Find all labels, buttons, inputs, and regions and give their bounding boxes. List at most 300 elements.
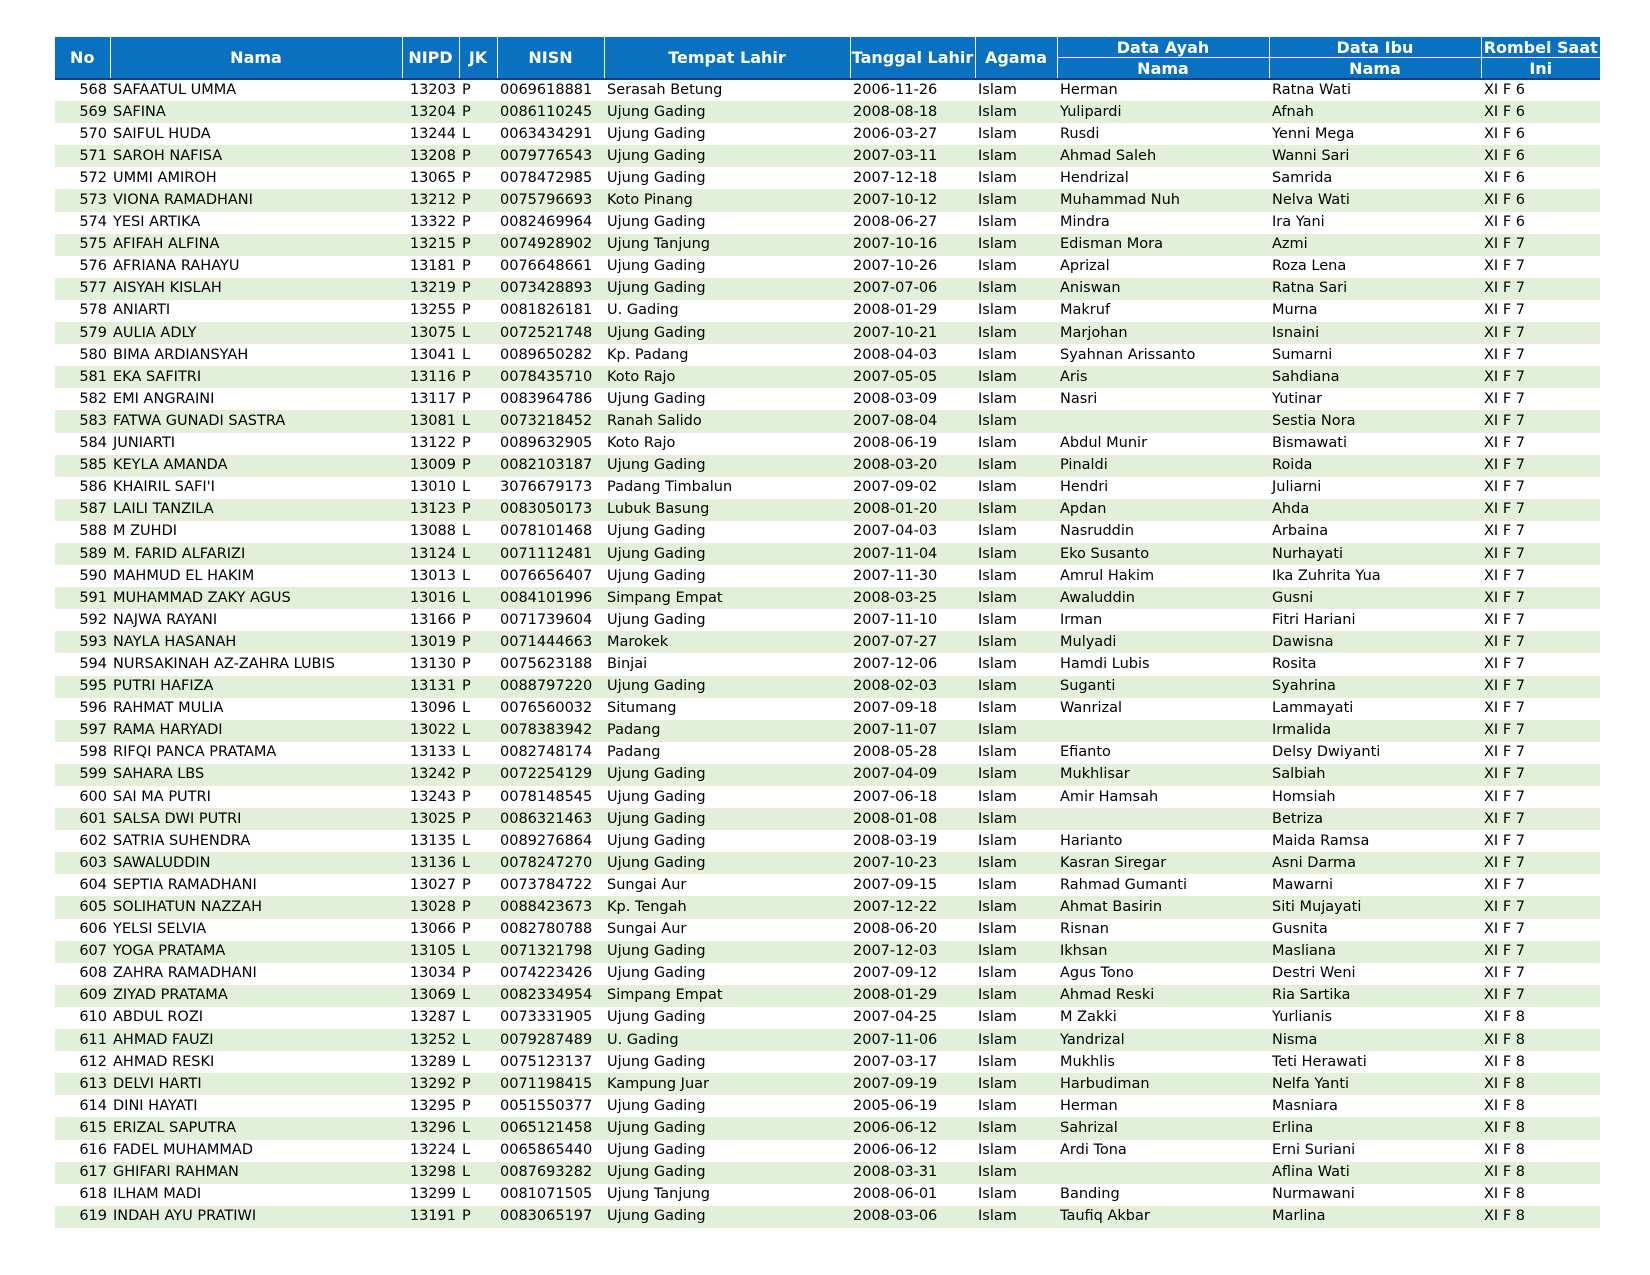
cell-nama-ibu: Erlina xyxy=(1269,1117,1481,1139)
cell-tanggal-lahir: 2008-05-28 xyxy=(853,744,938,761)
cell-no: 594 xyxy=(79,655,107,672)
cell-agama: Islam xyxy=(975,764,1057,786)
cell-nama: AISYAH KISLAH xyxy=(110,278,402,300)
cell-tempat-lahir: Lubuk Basung xyxy=(604,499,850,521)
table-row xyxy=(55,477,1600,499)
cell-rombel: XI F 7 xyxy=(1481,410,1600,432)
table-row xyxy=(55,1140,1600,1162)
cell-nipd: 13295 xyxy=(409,1097,456,1114)
cell-nisn: 0078435710 xyxy=(497,366,604,388)
cell-no: 602 xyxy=(79,832,107,849)
cell-agama: Islam xyxy=(975,322,1057,344)
table-row xyxy=(55,388,1600,410)
cell-no: 614 xyxy=(79,1097,107,1114)
cell-nama-ayah: Efianto xyxy=(1060,744,1111,761)
cell-rombel: XI F 7 xyxy=(1484,655,1525,672)
cell-no: 581 xyxy=(55,366,110,388)
cell-rombel: XI F 7 xyxy=(1481,896,1600,918)
cell-agama: Islam xyxy=(978,1053,1017,1070)
table-row xyxy=(55,852,1600,874)
cell-nipd: 13204 xyxy=(402,101,459,123)
cell-tempat-lahir: Padang xyxy=(607,744,661,761)
cell-nipd: 13088 xyxy=(409,523,456,540)
cell-nipd: 13219 xyxy=(402,278,459,300)
table-row xyxy=(55,587,1600,609)
cell-nama-ibu: Gusni xyxy=(1269,587,1481,609)
header-agama: Agama xyxy=(975,37,1057,79)
cell-nisn: 0089650282 xyxy=(500,346,593,363)
cell-nama-ayah: Aprizal xyxy=(1060,258,1110,275)
cell-nisn: 0076560032 xyxy=(500,700,593,717)
cell-rombel: XI F 8 xyxy=(1481,1117,1600,1139)
cell-agama: Islam xyxy=(975,676,1057,698)
cell-tempat-lahir: Ujung Gading xyxy=(607,611,706,628)
table-row xyxy=(55,123,1600,145)
table-row xyxy=(55,742,1600,764)
cell-agama: Islam xyxy=(975,145,1057,167)
cell-nama-ayah: Agus Tono xyxy=(1060,965,1134,982)
cell-nama-ayah: Nasruddin xyxy=(1060,523,1135,540)
cell-rombel: XI F 8 xyxy=(1484,1186,1525,1203)
cell-nama: UMMI AMIROH xyxy=(113,169,217,186)
cell-jk: P xyxy=(462,82,471,99)
cell-nama: ERIZAL SAPUTRA xyxy=(110,1117,402,1139)
cell-nama-ayah: Awaluddin xyxy=(1057,587,1269,609)
cell-agama: Islam xyxy=(978,1097,1017,1114)
table-row xyxy=(55,1162,1600,1184)
cell-nipd: 13105 xyxy=(402,941,459,963)
cell-nama-ayah: Amir Hamsah xyxy=(1060,788,1159,805)
cell-tempat-lahir: Ujung Gading xyxy=(607,1097,706,1114)
cell-no: 590 xyxy=(79,567,107,584)
table-row xyxy=(55,1095,1600,1117)
cell-jk: L xyxy=(462,125,471,142)
cell-nama-ayah: Ikhsan xyxy=(1057,941,1269,963)
cell-nipd: 13075 xyxy=(402,322,459,344)
cell-agama: Islam xyxy=(978,169,1017,186)
cell-nama-ibu: Ratna Sari xyxy=(1269,278,1481,300)
table-row xyxy=(55,764,1600,786)
cell-no: 613 xyxy=(55,1073,110,1095)
cell-rombel: XI F 7 xyxy=(1481,455,1600,477)
cell-nama-ibu: Azmi xyxy=(1269,234,1481,256)
cell-no: 574 xyxy=(79,214,107,231)
cell-nama-ayah: Ahmad Saleh xyxy=(1057,145,1269,167)
cell-tanggal-lahir: 2008-06-19 xyxy=(853,435,938,452)
cell-nisn: 0073784722 xyxy=(500,876,593,893)
table-row xyxy=(55,609,1600,631)
cell-agama: Islam xyxy=(975,1073,1057,1095)
header-tanggal-lahir: Tanggal Lahir xyxy=(850,37,975,79)
cell-nama-ayah: Banding xyxy=(1060,1186,1120,1203)
cell-agama: Islam xyxy=(975,896,1057,918)
cell-jk: P xyxy=(459,1206,497,1228)
table-row xyxy=(55,410,1600,432)
cell-nama: MAHMUD EL HAKIM xyxy=(113,567,255,584)
cell-no: 601 xyxy=(55,808,110,830)
cell-nipd: 13255 xyxy=(409,302,456,319)
cell-nama: SATRIA SUHENDRA xyxy=(113,832,251,849)
cell-agama: Islam xyxy=(978,655,1017,672)
cell-no: 577 xyxy=(55,278,110,300)
cell-tanggal-lahir: 2007-10-23 xyxy=(850,852,975,874)
table-row xyxy=(55,455,1600,477)
cell-nama: AHMAD FAUZI xyxy=(110,1029,402,1051)
cell-nama: RAHMAT MULIA xyxy=(113,700,224,717)
table-row xyxy=(55,278,1600,300)
cell-rombel: XI F 7 xyxy=(1484,567,1525,584)
cell-no: 580 xyxy=(79,346,107,363)
cell-nipd: 13289 xyxy=(409,1053,456,1070)
cell-tanggal-lahir: 2008-04-03 xyxy=(853,346,938,363)
cell-tempat-lahir: Padang xyxy=(604,720,850,742)
cell-nama-ayah: Suganti xyxy=(1057,676,1269,698)
cell-no: 583 xyxy=(55,410,110,432)
cell-nama: NURSAKINAH AZ-ZAHRA LUBIS xyxy=(113,655,335,672)
cell-rombel: XI F 7 xyxy=(1481,720,1600,742)
cell-nipd: 13022 xyxy=(402,720,459,742)
cell-agama: Islam xyxy=(975,1206,1057,1228)
cell-agama: Islam xyxy=(978,744,1017,761)
cell-tanggal-lahir: 2007-10-12 xyxy=(850,189,975,211)
cell-no: 571 xyxy=(55,145,110,167)
cell-nama: AHMAD RESKI xyxy=(113,1053,215,1070)
cell-tempat-lahir: Ujung Tanjung xyxy=(607,1186,710,1203)
cell-tanggal-lahir: 2007-11-04 xyxy=(850,543,975,565)
cell-nama: PUTRI HAFIZA xyxy=(110,676,402,698)
cell-nisn: 0071112481 xyxy=(497,543,604,565)
cell-no: 596 xyxy=(79,700,107,717)
cell-nipd: 13181 xyxy=(409,258,456,275)
cell-no: 598 xyxy=(79,744,107,761)
cell-agama: Islam xyxy=(978,390,1017,407)
cell-rombel: XI F 7 xyxy=(1484,832,1525,849)
cell-rombel: XI F 7 xyxy=(1484,788,1525,805)
header-no: No xyxy=(55,37,110,79)
table-row xyxy=(55,653,1600,675)
cell-nama: SAFAATUL UMMA xyxy=(113,82,237,99)
cell-nipd: 13136 xyxy=(402,852,459,874)
cell-nama-ayah xyxy=(1057,808,1269,830)
cell-nama-ayah: Syahnan Arissanto xyxy=(1060,346,1196,363)
cell-no: 612 xyxy=(79,1053,107,1070)
table-row xyxy=(55,1206,1600,1228)
cell-nisn: 0082748174 xyxy=(500,744,593,761)
cell-tanggal-lahir: 2007-07-06 xyxy=(850,278,975,300)
cell-nama-ayah: Hendri xyxy=(1060,479,1109,496)
cell-tempat-lahir: Ujung Gading xyxy=(607,390,706,407)
cell-nama-ayah: Rusdi xyxy=(1060,125,1100,142)
cell-nipd: 13224 xyxy=(409,1142,456,1159)
cell-nama-ibu: Ria Sartika xyxy=(1269,985,1481,1007)
cell-agama: Islam xyxy=(975,1029,1057,1051)
cell-nama-ibu: Erni Suriani xyxy=(1272,1142,1356,1159)
table-row xyxy=(55,720,1600,742)
cell-tanggal-lahir: 2007-12-03 xyxy=(850,941,975,963)
cell-nama: NAYLA HASANAH xyxy=(110,631,402,653)
cell-nama-ibu: Nisma xyxy=(1269,1029,1481,1051)
cell-nipd: 13019 xyxy=(402,631,459,653)
cell-tanggal-lahir: 2008-06-01 xyxy=(853,1186,938,1203)
cell-nama-ayah: Hendrizal xyxy=(1060,169,1129,186)
table-row xyxy=(55,234,1600,256)
cell-jk: P xyxy=(462,921,471,938)
table-header xyxy=(55,37,1600,79)
cell-nama-ibu: Arbaina xyxy=(1272,523,1329,540)
cell-nama-ibu: Bismawati xyxy=(1272,435,1347,452)
cell-nama-ibu: Asni Darma xyxy=(1269,852,1481,874)
cell-tempat-lahir: Ujung Gading xyxy=(604,941,850,963)
cell-nisn: 0075623188 xyxy=(500,655,593,672)
cell-nipd: 13027 xyxy=(409,876,456,893)
cell-nisn: 0063434291 xyxy=(500,125,593,142)
cell-nama-ibu: Juliarni xyxy=(1272,479,1322,496)
cell-jk: L xyxy=(459,720,497,742)
cell-no: 589 xyxy=(55,543,110,565)
cell-jk: P xyxy=(459,808,497,830)
cell-nisn: 0072521748 xyxy=(497,322,604,344)
cell-tempat-lahir: Ujung Tanjung xyxy=(604,234,850,256)
cell-rombel: XI F 6 xyxy=(1484,214,1525,231)
cell-jk: L xyxy=(459,985,497,1007)
cell-no: 569 xyxy=(55,101,110,123)
cell-nipd: 13131 xyxy=(402,676,459,698)
cell-jk: P xyxy=(462,214,471,231)
cell-nipd: 13122 xyxy=(409,435,456,452)
cell-nama-ayah: Nasri xyxy=(1060,390,1098,407)
cell-rombel: XI F 6 xyxy=(1481,101,1600,123)
cell-agama: Islam xyxy=(975,808,1057,830)
cell-agama: Islam xyxy=(978,346,1017,363)
header-rombel-line1: Rombel Saat xyxy=(1481,37,1600,58)
cell-nama-ibu: Sahdiana xyxy=(1269,366,1481,388)
cell-nisn: 0079287489 xyxy=(497,1029,604,1051)
cell-nama-ibu: Isnaini xyxy=(1269,322,1481,344)
cell-jk: L xyxy=(459,410,497,432)
cell-jk: P xyxy=(462,169,471,186)
cell-no: 617 xyxy=(55,1162,110,1184)
table-row xyxy=(55,919,1600,941)
cell-rombel: XI F 8 xyxy=(1484,1009,1525,1026)
cell-tempat-lahir: Situmang xyxy=(607,700,677,717)
cell-nipd: 13191 xyxy=(402,1206,459,1228)
header-nama: Nama xyxy=(110,37,402,79)
cell-jk: L xyxy=(462,567,471,584)
cell-nama: SOLIHATUN NAZZAH xyxy=(110,896,402,918)
cell-tempat-lahir: Ujung Gading xyxy=(604,676,850,698)
cell-nisn: 0082469964 xyxy=(500,214,593,231)
cell-nipd: 13016 xyxy=(402,587,459,609)
header-ibu-nama: Nama xyxy=(1269,58,1481,80)
cell-nama-ayah: Eko Susanto xyxy=(1057,543,1269,565)
cell-jk: L xyxy=(462,1009,471,1026)
cell-nisn: 0075123137 xyxy=(500,1053,593,1070)
cell-tanggal-lahir: 2008-03-19 xyxy=(853,832,938,849)
cell-nama: ABDUL ROZI xyxy=(113,1009,204,1026)
cell-nama-ibu: Delsy Dwiyanti xyxy=(1272,744,1381,761)
cell-nama-ayah: Apdan xyxy=(1057,499,1269,521)
cell-nama: M. FARID ALFARIZI xyxy=(110,543,402,565)
cell-no: 573 xyxy=(55,189,110,211)
cell-rombel: XI F 7 xyxy=(1484,921,1525,938)
cell-jk: L xyxy=(459,587,497,609)
cell-rombel: XI F 7 xyxy=(1484,435,1525,452)
header-tempat-lahir: Tempat Lahir xyxy=(604,37,850,79)
cell-nipd: 13208 xyxy=(402,145,459,167)
cell-tempat-lahir: Ujung Gading xyxy=(607,832,706,849)
cell-agama: Islam xyxy=(978,479,1017,496)
cell-nisn: 0065121458 xyxy=(497,1117,604,1139)
cell-agama: Islam xyxy=(978,611,1017,628)
cell-agama: Islam xyxy=(978,1009,1017,1026)
cell-tanggal-lahir: 2007-03-11 xyxy=(850,145,975,167)
cell-tanggal-lahir: 2007-12-06 xyxy=(853,655,938,672)
cell-nama: SAI MA PUTRI xyxy=(113,788,211,805)
cell-nisn: 0072254129 xyxy=(497,764,604,786)
cell-nipd: 13117 xyxy=(409,390,456,407)
cell-nama-ibu: Nurhayati xyxy=(1269,543,1481,565)
cell-nisn: 0071198415 xyxy=(497,1073,604,1095)
cell-tempat-lahir: Ujung Gading xyxy=(607,567,706,584)
cell-no: 593 xyxy=(55,631,110,653)
cell-nama-ibu: Roza Lena xyxy=(1272,258,1347,275)
cell-nama-ayah: Mukhlisar xyxy=(1057,764,1269,786)
table-row xyxy=(55,167,1600,189)
table-row xyxy=(55,212,1600,234)
cell-rombel: XI F 8 xyxy=(1484,1053,1525,1070)
cell-agama: Islam xyxy=(975,410,1057,432)
cell-no: 608 xyxy=(79,965,107,982)
cell-nisn: 0078472985 xyxy=(500,169,593,186)
cell-tempat-lahir: Kp. Tengah xyxy=(604,896,850,918)
cell-no: 595 xyxy=(55,676,110,698)
cell-no: 579 xyxy=(55,322,110,344)
cell-nipd: 13123 xyxy=(402,499,459,521)
cell-no: 599 xyxy=(55,764,110,786)
cell-tempat-lahir: U. Gading xyxy=(607,302,679,319)
cell-tanggal-lahir: 2007-11-10 xyxy=(853,611,938,628)
cell-nama-ayah: Wanrizal xyxy=(1060,700,1123,717)
cell-nama-ibu: Murna xyxy=(1272,302,1318,319)
cell-no: 618 xyxy=(79,1186,107,1203)
cell-rombel: XI F 7 xyxy=(1484,346,1525,363)
cell-nama-ayah: Hamdi Lubis xyxy=(1060,655,1150,672)
cell-tanggal-lahir: 2008-08-18 xyxy=(850,101,975,123)
cell-nipd: 13069 xyxy=(402,985,459,1007)
cell-nisn: 0075796693 xyxy=(497,189,604,211)
cell-nama-ayah: Marjohan xyxy=(1057,322,1269,344)
cell-nama-ibu: Lammayati xyxy=(1272,700,1354,717)
cell-no: 572 xyxy=(79,169,107,186)
cell-nama-ibu: Afnah xyxy=(1269,101,1481,123)
cell-nama: EKA SAFITRI xyxy=(110,366,402,388)
cell-tanggal-lahir: 2005-06-19 xyxy=(853,1097,938,1114)
table-row xyxy=(55,145,1600,167)
cell-nama-ayah: Mindra xyxy=(1060,214,1110,231)
cell-nipd: 13242 xyxy=(402,764,459,786)
cell-no: 576 xyxy=(79,258,107,275)
cell-nisn: 0083964786 xyxy=(500,390,593,407)
cell-nisn: 0088423673 xyxy=(497,896,604,918)
cell-nisn: 0076648661 xyxy=(500,258,593,275)
cell-tanggal-lahir: 2007-04-03 xyxy=(853,523,938,540)
cell-jk: P xyxy=(459,455,497,477)
cell-nama-ibu: Fitri Hariani xyxy=(1272,611,1356,628)
cell-nama-ayah: Aris xyxy=(1057,366,1269,388)
cell-nama-ibu: Ratna Wati xyxy=(1272,82,1352,99)
cell-nama-ibu: Rosita xyxy=(1272,655,1317,672)
table-row xyxy=(55,1051,1600,1073)
cell-nisn: 0073428893 xyxy=(497,278,604,300)
cell-nama-ibu: Maida Ramsa xyxy=(1272,832,1370,849)
cell-tanggal-lahir: 2007-05-05 xyxy=(850,366,975,388)
cell-agama: Islam xyxy=(978,700,1017,717)
cell-no: 568 xyxy=(79,82,107,99)
cell-nama-ayah: Pinaldi xyxy=(1057,455,1269,477)
cell-nama-ibu: Ahda xyxy=(1269,499,1481,521)
cell-nama-ibu: Samrida xyxy=(1272,169,1333,186)
cell-no: 605 xyxy=(55,896,110,918)
cell-tempat-lahir: Ujung Gading xyxy=(607,214,706,231)
cell-jk: P xyxy=(462,611,471,628)
cell-jk: P xyxy=(462,876,471,893)
header-nipd: NIPD xyxy=(402,37,459,79)
cell-nama-ayah: Herman xyxy=(1060,82,1118,99)
cell-nama: SAROH NAFISA xyxy=(110,145,402,167)
cell-nipd: 13243 xyxy=(409,788,456,805)
cell-nama-ayah: M Zakki xyxy=(1060,1009,1117,1026)
cell-nisn: 0071444663 xyxy=(497,631,604,653)
cell-agama: Islam xyxy=(978,302,1017,319)
cell-nama-ayah xyxy=(1057,1162,1269,1184)
cell-agama: Islam xyxy=(978,567,1017,584)
cell-tanggal-lahir: 2007-10-26 xyxy=(853,258,938,275)
cell-rombel: XI F 7 xyxy=(1481,808,1600,830)
cell-nama: FATWA GUNADI SASTRA xyxy=(110,410,402,432)
cell-nama: ILHAM MADI xyxy=(113,1186,202,1203)
cell-agama: Islam xyxy=(978,214,1017,231)
cell-tempat-lahir: Kampung Juar xyxy=(604,1073,850,1095)
cell-nisn: 0089276864 xyxy=(500,832,593,849)
table-row xyxy=(55,1117,1600,1139)
cell-agama: Islam xyxy=(975,543,1057,565)
cell-tempat-lahir: Koto Rajo xyxy=(604,366,850,388)
cell-nipd: 13116 xyxy=(402,366,459,388)
cell-tanggal-lahir: 2007-04-25 xyxy=(853,1009,938,1026)
cell-no: 603 xyxy=(55,852,110,874)
cell-tempat-lahir: Ujung Gading xyxy=(604,808,850,830)
cell-tempat-lahir: Padang Timbalun xyxy=(607,479,733,496)
cell-rombel: XI F 7 xyxy=(1481,852,1600,874)
cell-no: 578 xyxy=(79,302,107,319)
cell-tanggal-lahir: 2007-06-18 xyxy=(853,788,938,805)
cell-tempat-lahir: Simpang Empat xyxy=(604,985,850,1007)
cell-nisn: 0071739604 xyxy=(500,611,593,628)
cell-rombel: XI F 7 xyxy=(1481,764,1600,786)
cell-tempat-lahir: Marokek xyxy=(604,631,850,653)
cell-jk: P xyxy=(462,258,471,275)
cell-nama-ibu: Aflina Wati xyxy=(1269,1162,1481,1184)
cell-no: 611 xyxy=(55,1029,110,1051)
cell-tanggal-lahir: 2008-03-09 xyxy=(853,390,938,407)
cell-tanggal-lahir: 2008-01-29 xyxy=(853,302,938,319)
cell-nama: KHAIRIL SAFI'I xyxy=(113,479,215,496)
cell-tempat-lahir: Ujung Gading xyxy=(607,1142,706,1159)
cell-nama-ayah: Edisman Mora xyxy=(1057,234,1269,256)
cell-tanggal-lahir: 2008-03-06 xyxy=(850,1206,975,1228)
cell-rombel: XI F 7 xyxy=(1484,965,1525,982)
cell-nama-ibu: Irmalida xyxy=(1269,720,1481,742)
